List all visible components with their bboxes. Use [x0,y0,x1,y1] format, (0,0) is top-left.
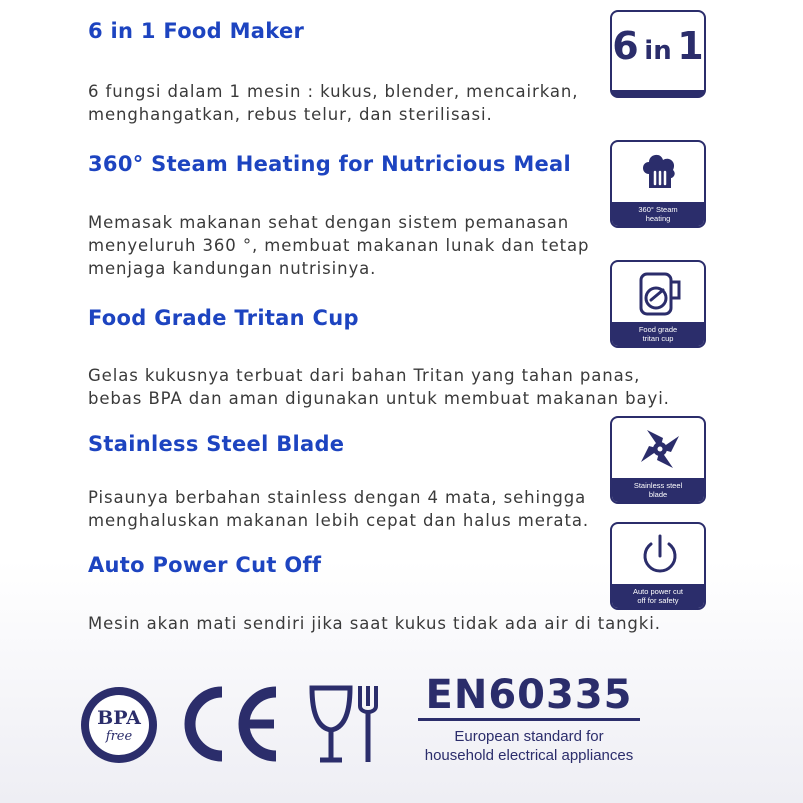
section-desc-food-maker: 6 fungsi dalam 1 mesin : kukus, blender, mencairkan, menghangatkan, rebus telur, dan sterilisasi. [88,82,579,124]
section-title-tritan: Food Grade Tritan Cup [88,306,359,330]
section-desc-power: Mesin akan mati sendiri jika saat kukus tidak ada air di tangki. [88,614,661,633]
six-in-one-number: 6 [612,24,639,68]
steam-heating-icon-box [610,140,706,228]
power-icon [635,530,685,580]
six-in-one-badge [610,10,706,98]
power-label: Auto power cut off for safety [612,584,704,608]
blade-label: Stainless steel blade [612,478,704,502]
blade-icon [635,424,685,474]
section-title-power: Auto Power Cut Off [88,553,322,577]
steam-heating-icon [635,148,685,198]
bpa-text: BPA [97,707,141,729]
tritan-cup-label: Food grade tritan cup [612,322,704,346]
food-safe-icon [306,682,386,770]
tritan-cup-icon [635,268,685,320]
blade-icon-box [610,416,706,504]
section-desc-blade: Pisaunya berbahan stainless dengan 4 mata, sehingga menghaluskan makanan lebih cepat dan halus merata. [88,488,589,530]
section-desc-tritan: Gelas kukusnya terbuat dari bahan Tritan yang tahan panas, bebas BPA dan aman digunakan untuk membuat makanan bayi. [88,366,670,408]
section-title-steam: 360° Steam Heating for Nutricious Meal [88,152,572,176]
bpa-free-logo [78,684,160,766]
en60335-code: EN60335 [425,672,633,718]
section-title-food-maker: 6 in 1 Food Maker [88,19,305,43]
section-title-blade: Stainless Steel Blade [88,432,345,456]
steam-heating-label: 360° Steam heating [612,202,704,226]
six-in-one-in: in [644,36,672,66]
ce-mark-icon [178,682,282,770]
bpa-free-text: free [105,729,133,744]
tritan-cup-icon-box [610,260,706,348]
section-desc-steam: Memasak makanan sehat dengan sistem pemanasan menyeluruh 360 °, membuat makanan lunak dan tetap menjaga kandungan nutrisinya. [88,213,590,278]
en60335-description: European standard for household electrical appliances [424,728,634,764]
power-icon-box [610,522,706,610]
six-in-one-one: 1 [677,24,704,68]
en60335-divider [418,718,640,721]
